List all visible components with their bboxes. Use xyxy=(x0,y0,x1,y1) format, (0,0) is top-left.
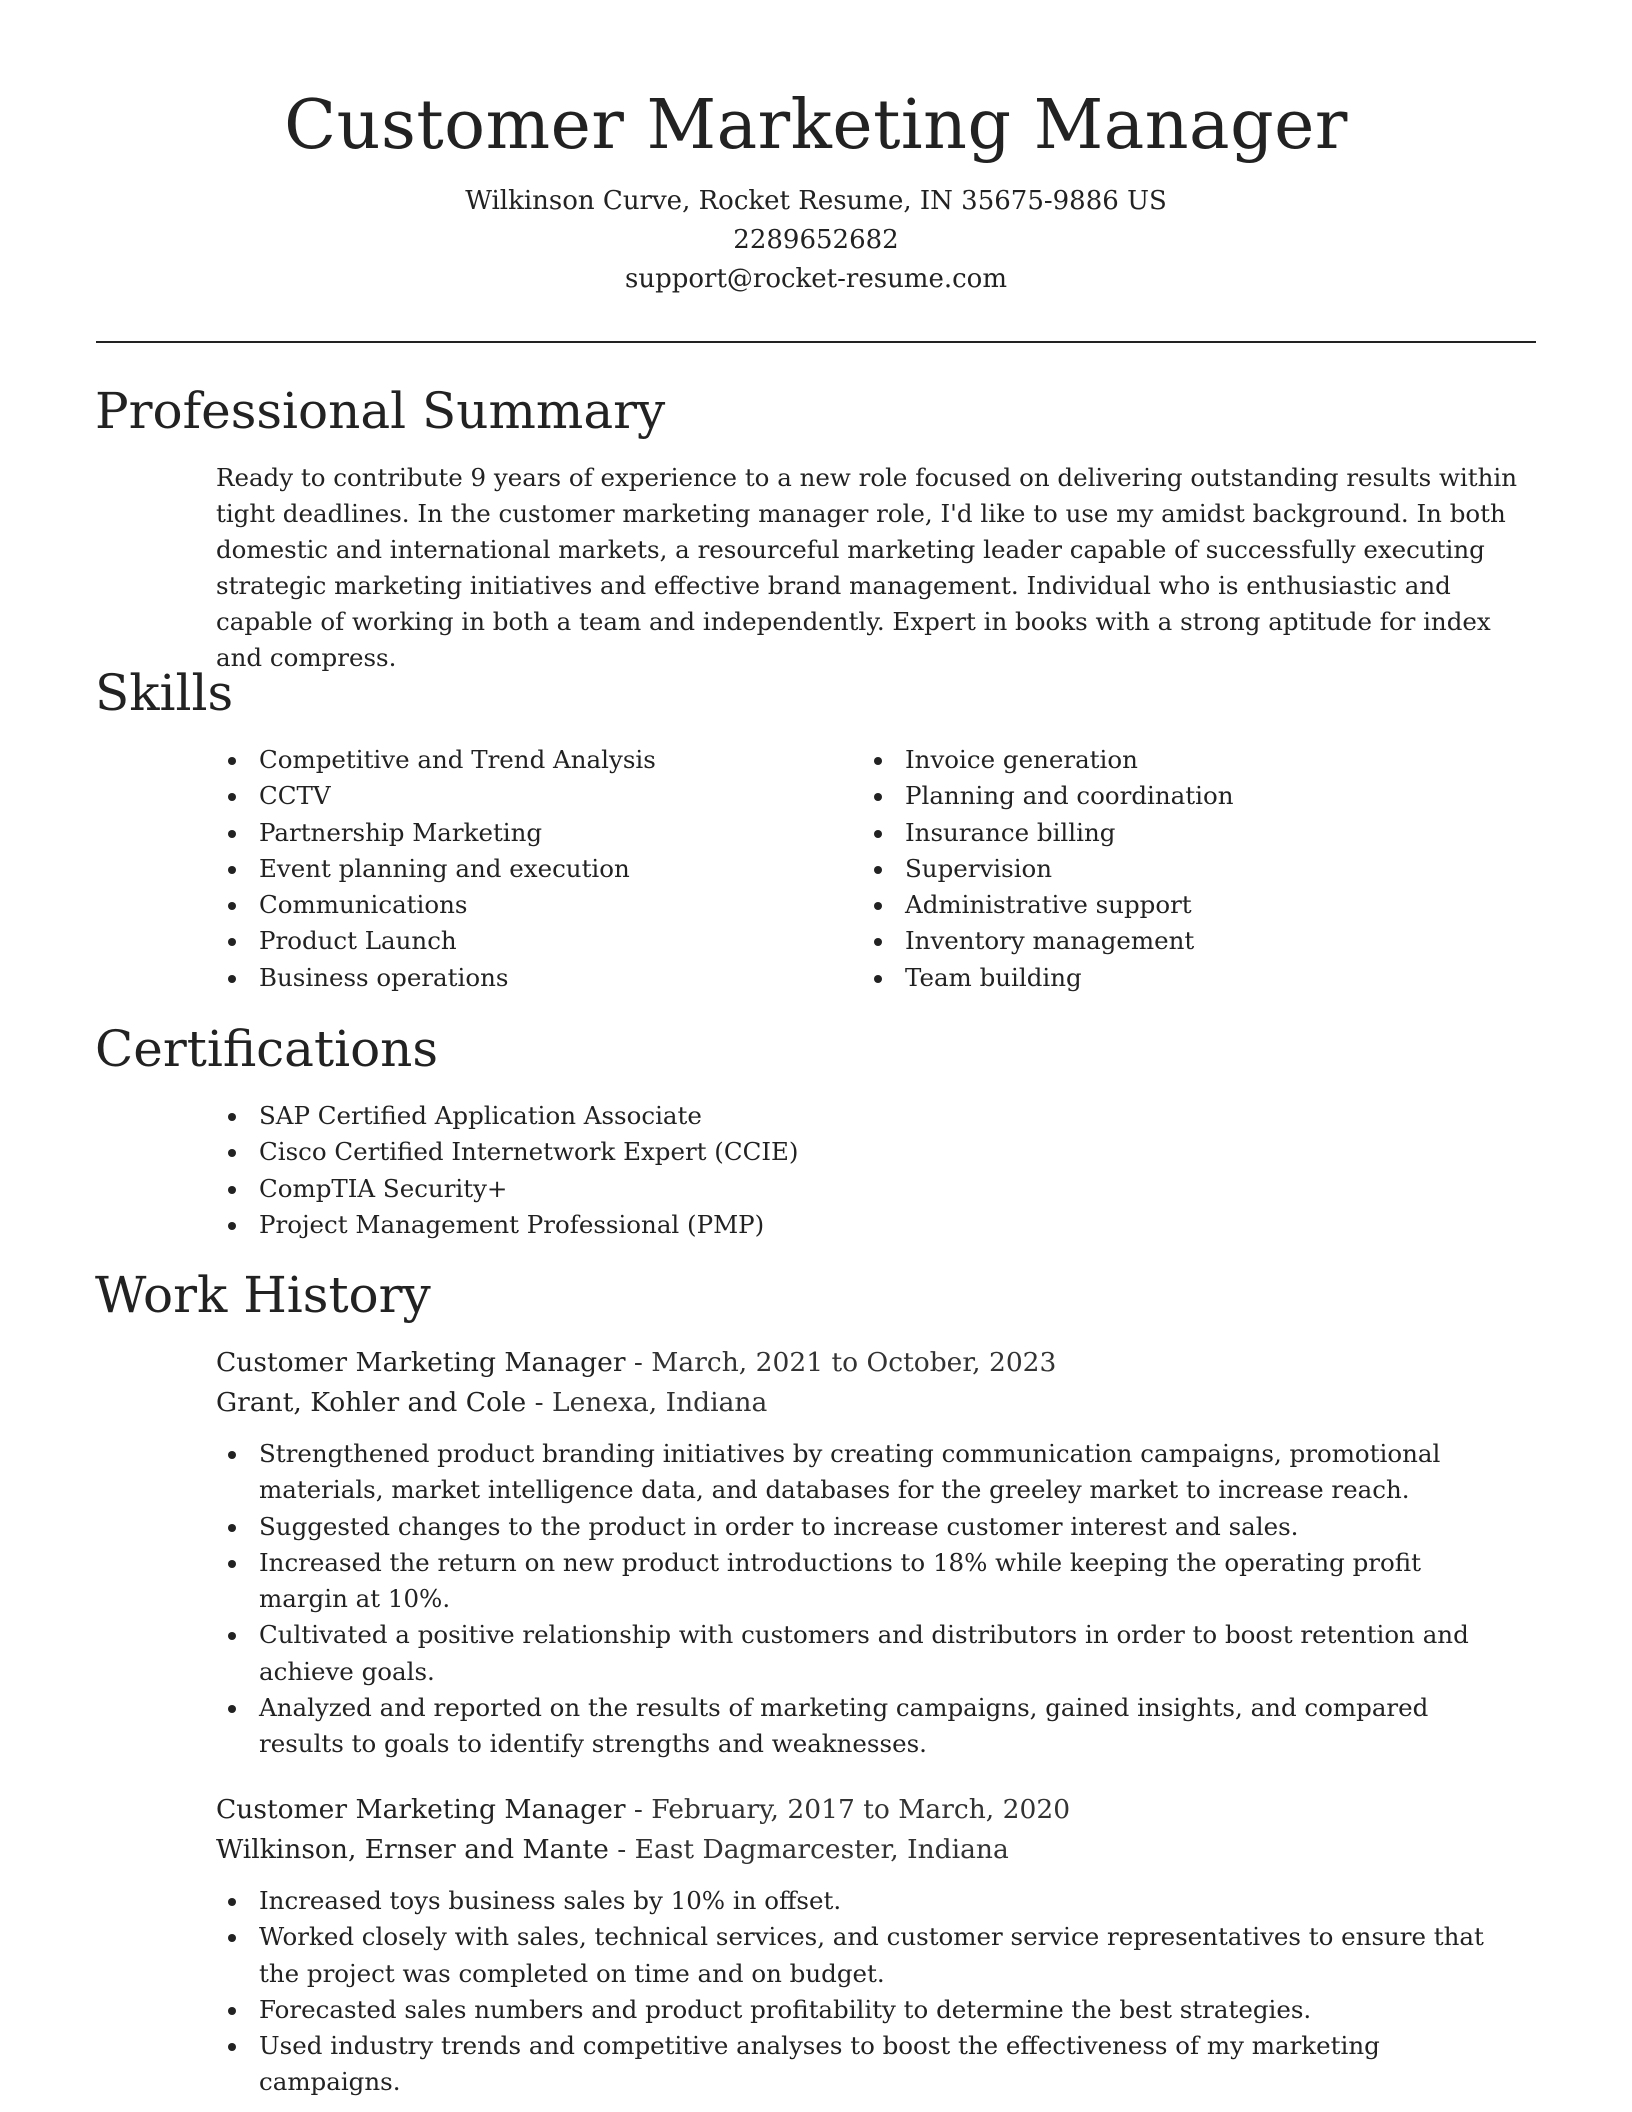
list-item: CompTIA Security+ xyxy=(215,1171,1515,1207)
list-item: SAP Certified Application Associate xyxy=(215,1098,1515,1134)
resume-header xyxy=(0,0,1632,299)
list-item: Planning and coordination xyxy=(861,778,1501,814)
list-item: Administrative support xyxy=(861,887,1501,923)
job-location: Lenexa, Indiana xyxy=(552,1387,768,1418)
job-1-bullets xyxy=(215,1436,1515,1763)
job-dates: March, 2021 to October, 2023 xyxy=(651,1347,1057,1378)
list-item: Used industry trends and competitive analyses to boost the effectiveness of my marketing campaigns. xyxy=(215,2028,1515,2101)
job-company: Grant, Kohler and Cole xyxy=(216,1387,527,1418)
skills-list-right xyxy=(861,742,1501,996)
email: support@rocket-resume.com xyxy=(624,264,1007,294)
job-dates: February, 2017 to March, 2020 xyxy=(651,1794,1071,1825)
job-title-line xyxy=(216,1790,1070,1830)
list-item: Event planning and execution xyxy=(215,851,835,887)
certifications-heading: Certifications xyxy=(95,1020,439,1078)
list-item: Invoice generation xyxy=(861,742,1501,778)
candidate-name: Customer Marketing Manager xyxy=(284,86,1348,165)
list-item: Project Management Professional (PMP) xyxy=(215,1207,1515,1243)
phone: 2289652682 xyxy=(733,225,899,255)
list-item: Communications xyxy=(215,887,835,923)
list-item: Partnership Marketing xyxy=(215,815,835,851)
job-separator: - xyxy=(526,1387,553,1418)
list-item: Competitive and Trend Analysis xyxy=(215,742,835,778)
job-company-line xyxy=(216,1830,1009,1870)
certifications-list xyxy=(215,1098,1515,1243)
summary-text: Ready to contribute 9 years of experience to a new role focused on delivering outstanding results within tight deadlines. In the customer marketing manager role, I'd like to use my amidst background. In both domestic and international markets, a resourceful marketing leader capable of successfully executing strategic marketing initiatives and effective brand management. Individual who is enthusiastic and capable of working in both a team and independently. Expert in books with a strong aptitude for index and compress. xyxy=(216,463,1517,672)
list-item: Insurance billing xyxy=(861,815,1501,851)
contact-block xyxy=(0,182,1632,299)
job-company-line xyxy=(216,1383,767,1423)
job-separator: - xyxy=(608,1834,635,1865)
list-item: Team building xyxy=(861,960,1501,996)
skills-list-left xyxy=(215,742,835,996)
list-item: Cisco Certified Internetwork Expert (CCIE) xyxy=(215,1134,1515,1170)
list-item: Forecasted sales numbers and product profitability to determine the best strategies. xyxy=(215,1992,1515,2028)
job-title-line xyxy=(216,1343,1056,1383)
list-item: Increased the return on new product introductions to 18% while keeping the operating profit margin at 10%. xyxy=(215,1545,1515,1618)
skills-heading: Skills xyxy=(95,664,234,722)
list-item: CCTV xyxy=(215,778,835,814)
header-divider xyxy=(96,341,1536,343)
job-role: Customer Marketing Manager xyxy=(216,1794,626,1825)
job-separator: - xyxy=(625,1794,652,1825)
list-item: Strengthened product branding initiatives by creating communication campaigns, promotional materials, market intelligence data, and databases for the greeley market to increase reach. xyxy=(215,1436,1515,1509)
list-item: Inventory management xyxy=(861,923,1501,959)
summary-heading: Professional Summary xyxy=(95,382,666,440)
list-item: Business operations xyxy=(215,960,835,996)
list-item: Product Launch xyxy=(215,923,835,959)
job-separator: - xyxy=(625,1347,652,1378)
job-location: East Dagmarcester, Indiana xyxy=(634,1834,1009,1865)
job-company: Wilkinson, Ernser and Mante xyxy=(216,1834,609,1865)
address: Wilkinson Curve, Rocket Resume, IN 35675-9886 US xyxy=(465,186,1167,216)
job-2-bullets xyxy=(215,1883,1515,2101)
list-item: Increased toys business sales by 10% in offset. xyxy=(215,1883,1515,1919)
list-item: Cultivated a positive relationship with customers and distributors in order to boost retention and achieve goals. xyxy=(215,1617,1515,1690)
list-item: Suggested changes to the product in order to increase customer interest and sales. xyxy=(215,1509,1515,1545)
job-role: Customer Marketing Manager xyxy=(216,1347,626,1378)
list-item: Worked closely with sales, technical services, and customer service representatives to ensure that the project was completed on time and on budget. xyxy=(215,1919,1515,1992)
list-item: Analyzed and reported on the results of marketing campaigns, gained insights, and compared results to goals to identify strengths and weaknesses. xyxy=(215,1690,1515,1763)
list-item: Supervision xyxy=(861,851,1501,887)
work-history-heading: Work History xyxy=(95,1266,431,1324)
